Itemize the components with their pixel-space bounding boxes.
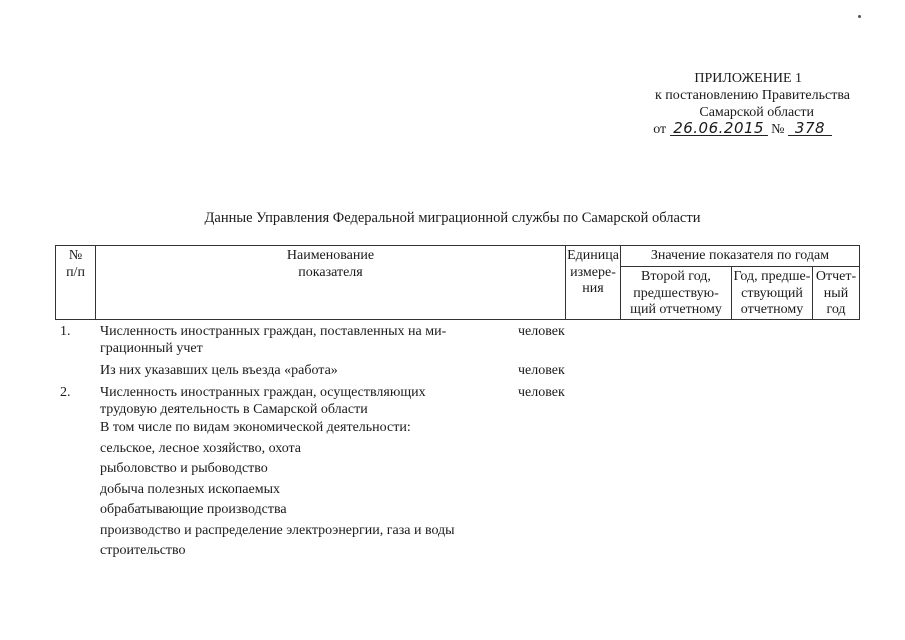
row-name: производство и распределение электроэнергии, газа и воды xyxy=(100,523,455,538)
appendix-block xyxy=(550,70,850,138)
row-unit: человек xyxy=(518,363,565,378)
header-year2 xyxy=(620,266,732,320)
row-unit: человек xyxy=(518,324,565,339)
row-name: грационный учет xyxy=(100,341,203,356)
header-unit-line: измере- xyxy=(570,264,616,280)
header-name-line: Наименование xyxy=(286,248,375,263)
header-unit-line: Единица xyxy=(567,248,619,263)
date-prefix: от xyxy=(653,122,667,137)
header-year2-line: Второй год, xyxy=(641,269,711,284)
handwritten-date: 26.06.2015 xyxy=(670,121,768,136)
header-unit-line: ния xyxy=(582,281,604,296)
header-num xyxy=(55,245,96,320)
row-name: сельское, лесное хозяйство, охота xyxy=(100,441,302,456)
header-name xyxy=(95,245,566,320)
scan-speck xyxy=(858,15,861,18)
header-year1-line: отчетному xyxy=(740,302,804,317)
header-year2-line: щий отчетному xyxy=(630,302,722,317)
header-year0 xyxy=(812,266,860,320)
header-num-line: п/п xyxy=(66,264,85,280)
row-name: В том числе по видам экономической деятельности: xyxy=(100,420,411,435)
appendix-line1: к постановлению Правительства xyxy=(654,88,850,103)
header-num-line: № xyxy=(68,248,83,263)
table-header xyxy=(55,245,860,320)
appendix-title: ПРИЛОЖЕНИЕ 1 xyxy=(694,71,802,86)
row-num: 2. xyxy=(60,385,71,400)
appendix-date-line xyxy=(550,121,832,138)
row-name: обрабатывающие производства xyxy=(100,502,287,517)
row-name: трудовую деятельность в Самарской области xyxy=(100,402,368,417)
number-sign: № xyxy=(771,122,785,137)
header-year1-line: Год, предше- xyxy=(733,269,811,284)
header-year1 xyxy=(731,266,813,320)
header-unit xyxy=(565,245,621,320)
row-name: Численность иностранных граждан, поставленных на ми- xyxy=(100,324,447,339)
row-unit: человек xyxy=(518,385,565,400)
handwritten-number: 378 xyxy=(788,121,832,136)
row-name: строительство xyxy=(100,543,186,558)
header-year0-line: Отчет- xyxy=(815,269,857,284)
header-year0-line: год xyxy=(826,302,846,317)
header-year1-line: ствующий xyxy=(741,285,803,301)
row-name: Численность иностранных граждан, осуществляющих xyxy=(100,385,426,400)
header-year2-line: предшествую- xyxy=(633,285,719,301)
header-year0-line: ный xyxy=(823,285,849,301)
row-name: рыболовство и рыбоводство xyxy=(100,461,268,476)
row-name: Из них указавших цель въезда «работа» xyxy=(100,363,338,378)
appendix-line2: Самарской области xyxy=(699,105,814,120)
row-name: добыча полезных ископаемых xyxy=(100,482,280,497)
row-num: 1. xyxy=(60,324,71,339)
header-name-line: показателя xyxy=(298,264,363,280)
header-values-group: Значение показателя по годам xyxy=(620,245,860,267)
document-title: Данные Управления Федеральной миграционной службы по Самарской области xyxy=(204,210,701,226)
